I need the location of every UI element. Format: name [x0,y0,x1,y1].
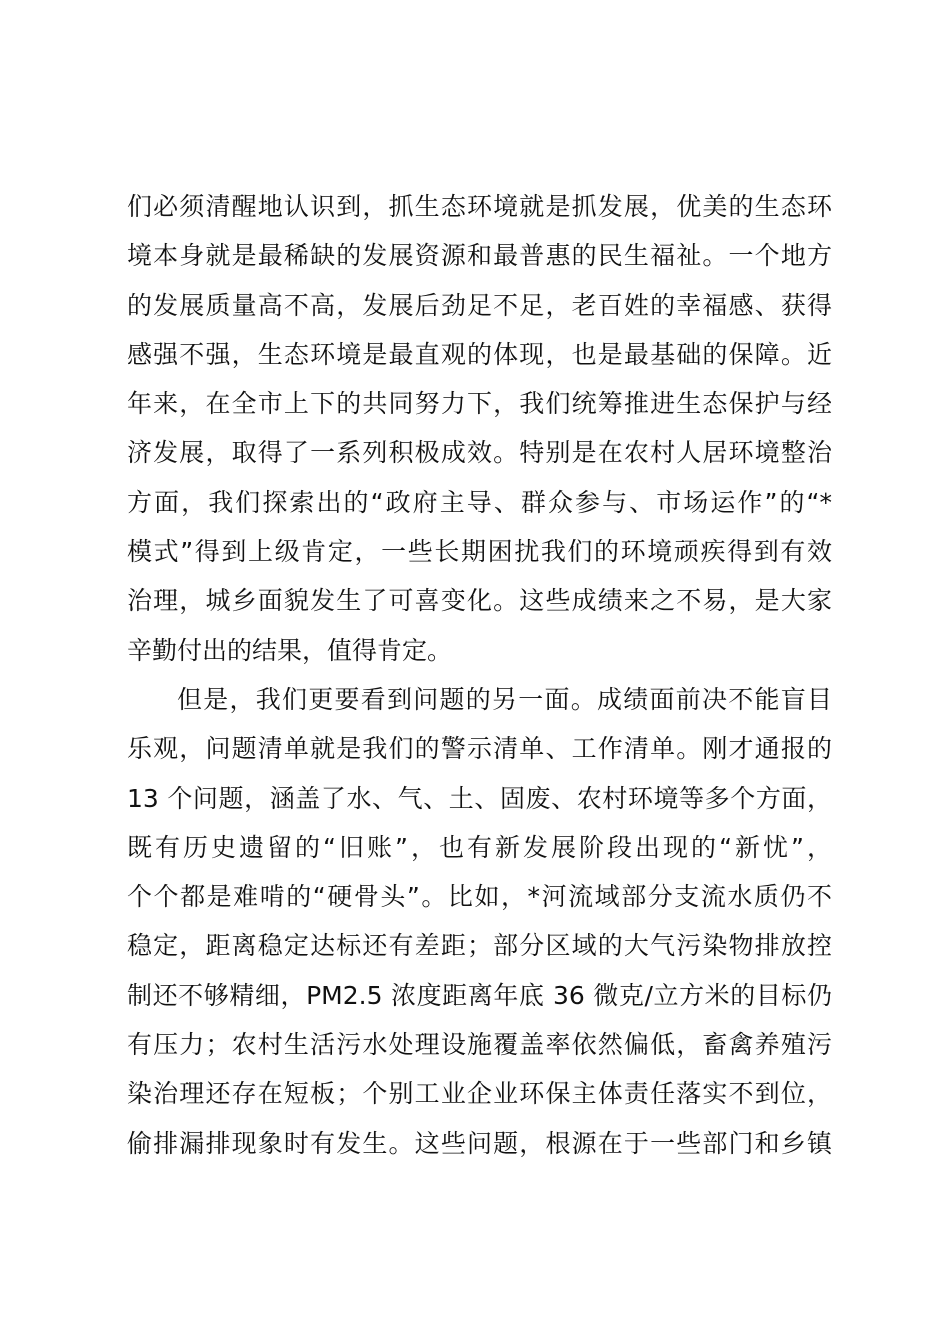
paragraph-line: 既有历史遗留的“旧账”，也有新发展阶段出现的“新忧”， [127,832,832,862]
paragraph-line: 制还不够精细，PM2.5 浓度距离年底 36 微克/立方米的目标仍 [127,980,832,1010]
paragraph-line: 偷排漏排现象时有发生。这些问题，根源在于一些部门和乡镇 [127,1128,832,1158]
paragraph-1 [127,182,832,675]
paragraph-line: 稳定，距离稳定达标还有差距；部分区域的大气污染物排放控 [127,931,832,961]
paragraph-line: 13 个问题，涵盖了水、气、土、固废、农村环境等多个方面， [127,783,832,813]
paragraph-line: 乐观，问题清单就是我们的警示清单、工作清单。刚才通报的 [127,734,832,764]
document-body [127,182,832,1168]
paragraph-line: 方面，我们探索出的“政府主导、群众参与、市场运作”的“* [127,487,832,517]
paragraph-line: 治理，城乡面貌发生了可喜变化。这些成绩来之不易，是大家 [127,586,832,616]
paragraph-line: 境本身就是最稀缺的发展资源和最普惠的民生福祉。一个地方 [127,241,832,271]
paragraph-line: 个个都是难啃的“硬骨头”。比如，*河流域部分支流水质仍不 [127,882,832,912]
paragraph-line: 们必须清醒地认识到，抓生态环境就是抓发展，优美的生态环 [127,192,832,221]
paragraph-2 [127,675,832,1168]
paragraph-line: 有压力；农村生活污水处理设施覆盖率依然偏低，畜禽养殖污 [127,1030,832,1060]
paragraph-line: 染治理还存在短板；个别工业企业环保主体责任落实不到位， [127,1079,832,1109]
paragraph-line: 年来，在全市上下的共同努力下，我们统筹推进生态保护与经 [127,389,832,419]
paragraph-line: 但是，我们更要看到问题的另一面。成绩面前决不能盲目 [177,684,832,714]
paragraph-line: 模式”得到上级肯定，一些长期困扰我们的环境顽疾得到有效 [127,537,832,567]
paragraph-line: 的发展质量高不高，发展后劲足不足，老百姓的幸福感、获得 [127,290,832,320]
paragraph-line: 辛勤付出的结果，值得肯定。 [127,635,453,665]
paragraph-line: 感强不强，生态环境是最直观的体现，也是最基础的保障。近 [127,339,832,369]
paragraph-line: 济发展，取得了一系列积极成效。特别是在农村人居环境整治 [127,438,832,468]
